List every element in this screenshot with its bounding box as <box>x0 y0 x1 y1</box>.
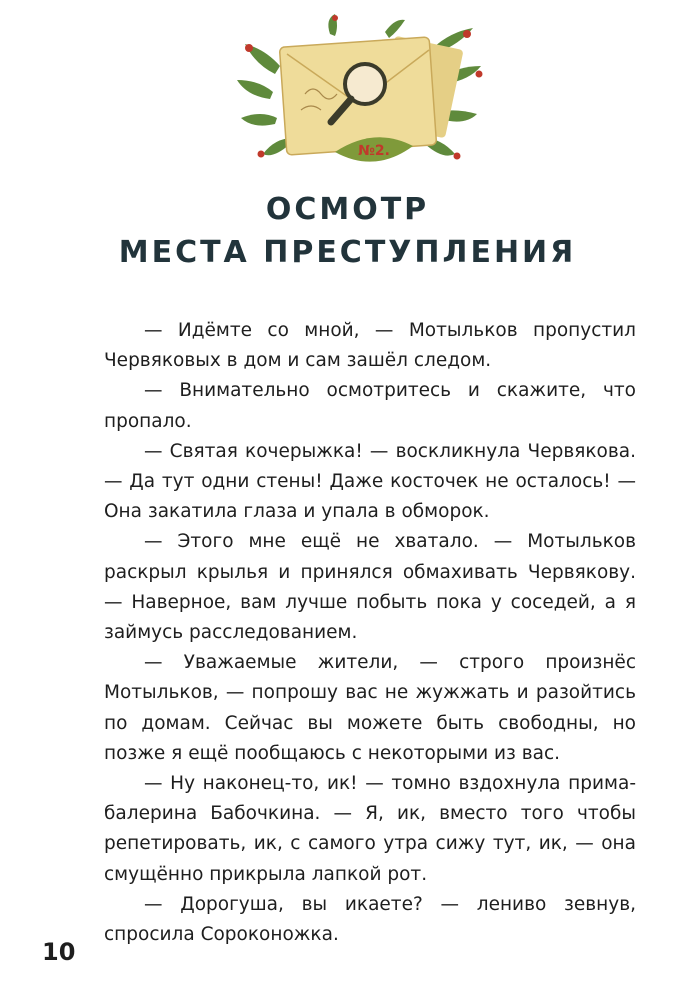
paragraph: — Святая кочерыжка! — воскликнула Червякова. — Да тут одни стены! Даже косточек не осталось! — Она закатила глаза и упала в обморок. <box>104 440 636 523</box>
paragraph: — Уважаемые жители, — строго произнёс Мотыльков, — попрошу вас не жужжать и разойтись по домам. Сейчас вы можете быть свободны, но позже я ещё пообщаюсь с некоторыми из вас. <box>104 652 636 764</box>
paragraph: — Дорогуша, вы икаете? — лениво зевнув, спросила Сороконожка. <box>104 893 636 946</box>
chapter-title-line-1: ОСМОТР <box>265 192 430 227</box>
body-text <box>104 316 636 950</box>
chapter-illustration <box>235 14 485 174</box>
paragraph: — Этого мне ещё не хватало. — Мотыльков раскрыл крылья и принялся обмахивать Червякову. — Наверное, вам лучше побыть пока у соседей, а я займусь расследованием. <box>104 531 636 644</box>
paragraph: — Внимательно осмотритесь и скажите, что пропало. <box>104 380 636 432</box>
paragraph: — Идёмте со мной, — Мотыльков пропустил Червяковых в дом и сам зашёл следом. <box>104 320 636 372</box>
chapter-title-line-2: МЕСТА ПРЕСТУПЛЕНИЯ <box>118 235 577 270</box>
paragraph: — Ну наконец-то, ик! — томно вздохнула прима-балерина Бабочкина. — Я, ик, вместо того чтобы репетировать, ик, с самого утра сижу тут, ик, — она смущённо прикрыла лапкой рот. <box>104 773 636 885</box>
chapter-number: №2. <box>358 143 390 159</box>
page-number: 10 <box>42 938 76 966</box>
